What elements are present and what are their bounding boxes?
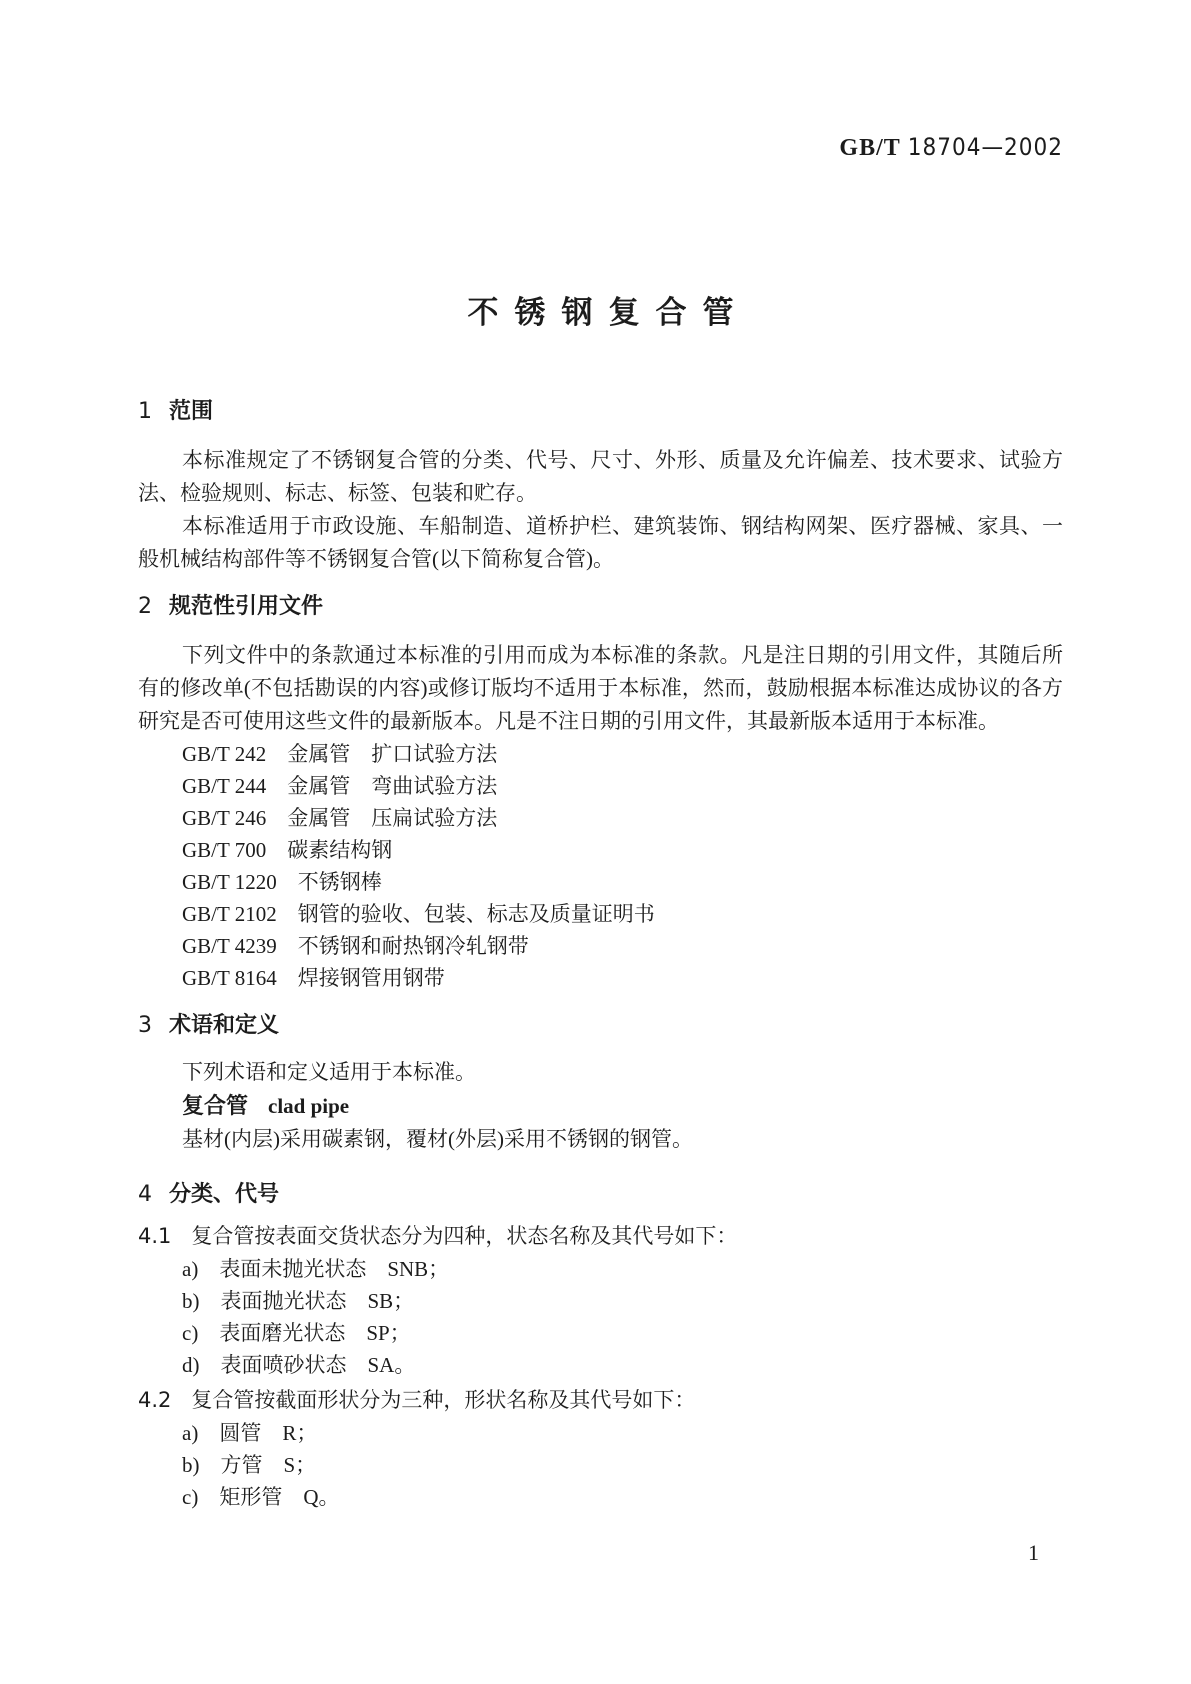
standard-code-prefix: GB/T	[839, 135, 901, 161]
reference-list	[138, 738, 1063, 994]
section-1-number: 1	[138, 399, 152, 424]
reference-item: GB/T 2102 钢管的验收、包装、标志及质量证明书	[182, 902, 655, 926]
reference-item: GB/T 246 金属管 压扁试验方法	[182, 806, 498, 830]
list-item: c) 表面磨光状态 SP；	[182, 1321, 411, 1345]
page-content	[138, 0, 1063, 1513]
cross-section-list	[138, 1417, 1063, 1513]
scope-paragraph-2: 本标准适用于市政设施、车船制造、道桥护栏、建筑装饰、钢结构网架、医疗器械、家具、一般机械结构部件等不锈钢复合管(以下简称复合管)。	[138, 514, 1063, 571]
section-3-heading	[138, 1011, 1063, 1040]
term-name-en: clad pipe	[268, 1094, 350, 1118]
standard-code	[138, 134, 1063, 161]
term-name-zh: 复合管	[182, 1093, 249, 1118]
document-title: 不锈钢复合管	[467, 295, 750, 330]
term-definition: 基材(内层)采用碳素钢，覆材(外层)采用不锈钢的钢管。	[182, 1127, 693, 1151]
list-item: a) 圆管 R；	[182, 1421, 318, 1445]
list-item: b) 表面抛光状态 SB；	[182, 1289, 415, 1313]
reference-item: GB/T 1220 不锈钢棒	[182, 870, 382, 894]
terms-intro: 下列术语和定义适用于本标准。	[182, 1060, 476, 1084]
standard-code-number: 18704—2002	[907, 133, 1063, 161]
section-2-heading	[138, 592, 1063, 621]
clause-4-1-text: 复合管按表面交货状态分为四种，状态名称及其代号如下：	[191, 1224, 738, 1248]
surface-state-list	[138, 1253, 1063, 1381]
clause-4-2	[138, 1384, 1063, 1417]
section-4-title: 分类、代号	[169, 1181, 280, 1206]
term-entry	[138, 1089, 1063, 1123]
section-2-title: 规范性引用文件	[169, 593, 324, 618]
section-2-number: 2	[138, 594, 152, 619]
scope-paragraph-1: 本标准规定了不锈钢复合管的分类、代号、尺寸、外形、质量及允许偏差、技术要求、试验方法、检验规则、标志、标签、包装和贮存。	[138, 448, 1063, 505]
list-item: d) 表面喷砂状态 SA。	[182, 1353, 416, 1377]
section-1-heading	[138, 397, 1063, 426]
clause-4-1	[138, 1220, 1063, 1253]
clause-4-1-number: 4.1	[138, 1224, 172, 1248]
section-1-title: 范围	[169, 398, 214, 423]
section-4-number: 4	[138, 1182, 152, 1207]
reference-item: GB/T 242 金属管 扩口试验方法	[182, 742, 498, 766]
list-item: b) 方管 S；	[182, 1453, 317, 1477]
list-item: a) 表面未抛光状态 SNB；	[182, 1257, 450, 1281]
section-4-heading	[138, 1180, 1063, 1209]
clause-4-2-text: 复合管按截面形状分为三种，形状名称及其代号如下：	[191, 1388, 696, 1412]
section-3-number: 3	[138, 1013, 152, 1038]
list-item: c) 矩形管 Q。	[182, 1485, 340, 1509]
reference-item: GB/T 4239 不锈钢和耐热钢冷轧钢带	[182, 934, 529, 958]
reference-item: GB/T 244 金属管 弯曲试验方法	[182, 774, 498, 798]
references-paragraph: 下列文件中的条款通过本标准的引用而成为本标准的条款。凡是注日期的引用文件，其随后所有的修改单(不包括勘误的内容)或修订版均不适用于本标准，然而，鼓励根据本标准达成协议的各方研究是否可使用这些文件的最新版本。凡是不注日期的引用文件，其最新版本适用于本标准。	[138, 643, 1063, 733]
section-3-title: 术语和定义	[169, 1012, 280, 1037]
clause-4-2-number: 4.2	[138, 1388, 172, 1412]
page-number: 1	[1028, 1540, 1039, 1565]
reference-item: GB/T 700 碳素结构钢	[182, 838, 393, 862]
reference-item: GB/T 8164 焊接钢管用钢带	[182, 966, 445, 990]
